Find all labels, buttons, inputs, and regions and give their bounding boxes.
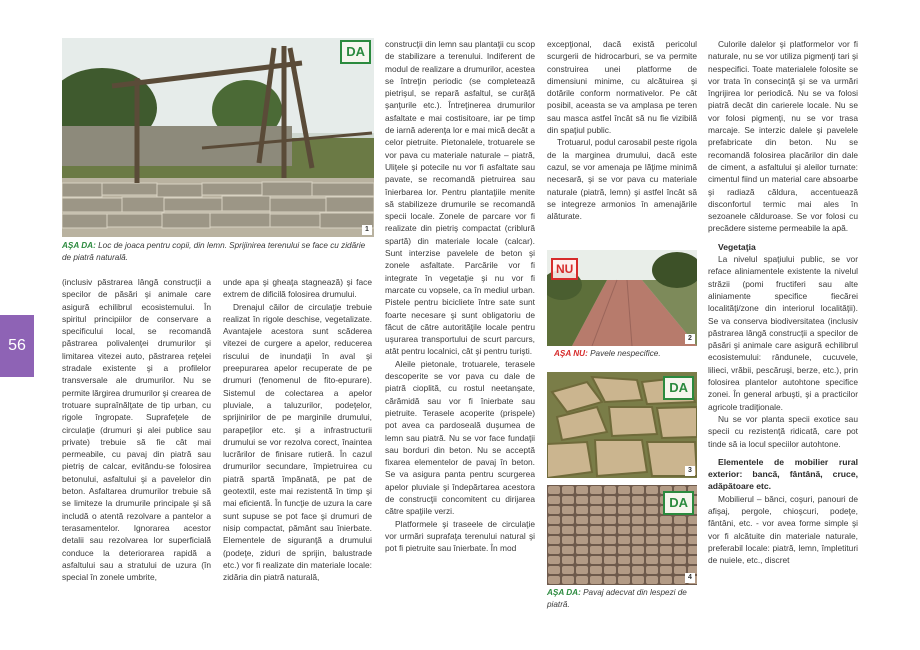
- section-heading-mobilier: Elementele de mobilier rural exterior: bancă, fântână, cruce, adăpătoare etc.: [708, 456, 858, 492]
- caption-label: AŞA DA:: [62, 241, 96, 250]
- caption-text: Loc de joaca pentru copii, din lemn. Sprijinirea terenului se face cu zidărie de piatră naturală.: [62, 241, 366, 262]
- nu-badge: NU: [551, 258, 578, 280]
- da-badge: DA: [663, 491, 694, 515]
- paragraph: unde apa şi gheaţa stagnează) şi face extrem de dificilă folosirea drumului.: [223, 277, 372, 300]
- paragraph: (inclusiv păstrarea lângă construcţii a specilor de păsări şi animale care asigură echilibrul ecosistemului. În spiritul principiilor de conservare a specificului local, se recomandă păstrarea polivalenţei drumurilor şi limitarea vitezei auto, păstrarea reţelei stradale existente şi a profilelor transversale ale drumurilor. Nu se permite lărgirea drumurilor şi crearea de trotuare supraînălţate de tip urban, cu rigole îngropate. Suprafeţele de circulaţie (drumuri şi alei publice sau private) trebuie să fie cât mai permeabile, cu pavaj din piatră sau pietriş de calcar, evitându-se folosirea betonului, asfaltului şi a pavelelor din beton. Asfaltarea drumurilor trebuie să se limiteze la drumurile principale şi să includă o atentă rezolvare a pantelor a terasamentelor. Ignorarea acestor detalii sau rezolvarea lor superficială conduce la deteriorarea rapidă a asfaltului sau a stratului de uzura (în special în zonele umbrite,: [62, 277, 211, 583]
- text-column-4: [547, 38, 697, 248]
- paragraph: Drenajul căilor de circulaţie trebuie realizat în rigole deschise, vegetalizate. Avantajele acestora sunt scăderea vitezei de curgere a apelor, reducerea riscului de inundaţii în aval şi preepurarea apelor recuperate de pe drumuri (fenomenul de fito-epurare). Sistemul de colectarea a apelor pluviale, a taluzurilor, podeţelor, sprijinirilor de pe marginile drumului, parapeţilor etc. şi a infrastructurii drumului se vor rezolva corect, înaintea lucrărilor de finisare rutieră. În cazul drumurilor secundare, împietruirea cu piatră spartă împănată, pe pat de geotextil, este mai rezistentă în timp şi mai eficientă. În funcţie de uzura la care sunt supuse se pot face şi drumuri de nisip compactat, pământ sau înierbate. Elementele de siguranţă a drumului (podeţe, ziduri de sprijin, balustrade etc.) vor fi realizate din materiale locale: zidăria din piatră naturală,: [223, 301, 372, 583]
- page-number: 56: [0, 315, 34, 377]
- text-column-1: [62, 276, 211, 596]
- photo-playground: [62, 38, 374, 237]
- paragraph: Aleile pietonale, trotuarele, terasele descoperite se vor pava cu dale de piatră cioplită, cu rostul neetanşate, cărămidă sau vor fi înierbate sau pietruite. Terasele acoperite (prispele) pot avea ca pardoseală duşumea de lemn sau piatră. Nu se vor face fundaţii sau borduri din beton. Nu se acceptă fixarea elementelor de pavaj în beton. Se va asigura panta pentru scurgerea apelor pluviale şi îndepărtarea acestora de construcţii concomitent cu dirijarea către spaţiile verzi.: [385, 358, 535, 517]
- paragraph: La nivelul spaţiului public, se vor reface aliniamentele existente la nivelul străzii (pomi fructiferi sau alte aliniamente specifice fiecărei localităţi/zone din interiorul localităţii). Se va conserva biodiversitatea (inclusiv păstrarea lângă construcţii a specilor de păsări şi animale care asigură echilibrul ecosistemului: rândunele, cucuvele, lilieci, vrăbii, pescăruşi, berze, etc.), prin folosirea plantelor autohtone specifice zonei. În general arbuşti, şi a practicilor agricole tradiţionale.: [708, 254, 858, 412]
- photo-number: 1: [362, 225, 372, 235]
- da-badge: DA: [663, 376, 694, 400]
- caption-label: AŞA NU:: [554, 349, 588, 358]
- caption-photo-2: [554, 348, 699, 360]
- text-column-2: [223, 276, 372, 616]
- caption-photo-4: [547, 587, 699, 610]
- caption-text: Pavaj adecvat din lespezi de piatră.: [547, 588, 687, 609]
- photo-pavers: [547, 250, 697, 346]
- paragraph: Platformele şi traseele de circulaţie vor urmări suprafaţa terenului natural şi pot fi pietruite sau înierbate. În mod: [385, 518, 535, 554]
- caption-text: Pavele nespecifice.: [587, 349, 661, 358]
- playground-image: [62, 38, 374, 237]
- text-column-3: [385, 38, 535, 618]
- da-badge: DA: [340, 40, 371, 64]
- text-column-5: [708, 38, 858, 618]
- photo-number: 2: [685, 334, 695, 344]
- photo-stone-slabs: [547, 372, 697, 478]
- photo-number: 3: [685, 466, 695, 476]
- paragraph: Trotuarul, podul carosabil peste rigola de la marginea drumului, dacă este cazul, se vor amenaja pe lăţime minimă necesară, şi se vor pava cu materiale naturale (piatră, lemn) şi astfel încât să se integreze armonios în amenajările alăturate.: [547, 137, 697, 222]
- photo-number: 4: [685, 573, 695, 583]
- paragraph: excepţional, dacă există pericolul scurgerii de hidrocarburi, se va permite construirea unei platforme de dimensiuni minime, cu alcătuirea şi dotările conform normativelor. Pe cât posibil, aceasta se va amplasa pe teren sau masca astfel încât să nu fie vizibilă din spaţiul public.: [547, 39, 697, 136]
- paragraph: Mobilierul – bănci, coşuri, panouri de afişaj, pergole, chioşcuri, podeţe, fântâni, etc. - vor avea forme simple şi vor fi alcătuite din materiale naturale, preferabil locale: piatră, lemn, împletituri de nuiele, etc., discret: [708, 493, 858, 566]
- paragraph: construcţii din lemn sau plantaţii cu scop de stabilizare a terenului. Indiferent de modul de realizare a drumurilor, acestea se întreţin periodic (se completează pietrişul, se repară asfaltul, se curăţă şanţurile etc.). Întreţinerea drumurilor asfaltate e mai costisitoare, iar pe timp de iarnă aderenţa lor e mai mică decât a celor pietruite. Pietonalele, trotuarele se vor pava cu materiale naturale – piatră, Uliţele şi potecile nu vor fi asfaltate sau pavate, se recomandă pietruirea sau înierbarea lor. Pentru plantaţiile menite să stabilizeze drumurile se recomandă specii locale. Zonele de parcare vor fi realizate din pietriş compactat (criblură spartă) din materiale locale (calcar). Sunt interzise pavelele de beton şi zonele asfaltate. Parcările vor fi integrate în vegetaţie şi nu vor fi marcate cu vopsele, ca în mediul urban. Pistele pentru bicicliete între sate sunt foarte necesare şi sunt obligatoriu de făcut de către autorităţile locale pentru uşurarea transportului de scurt parcurs, atât pentru localnici, cât şi pentru turişti.: [385, 39, 535, 357]
- photo-cobble-pavement: [547, 485, 697, 585]
- paragraph: Culorile dalelor şi platformelor vor fi naturale, nu se vor utiliza pigmenţi tari şi nespecifici. Toate materialele folosite se vor trata în consecinţă şi se va urmări îngrijirea lor periodică. Nu se va folosi piatră decât din carierele locale. Nu se vor folosi pigmenţi, nu se vor trasa marcaje. Se interzic dalele şi pavelele prefabricate din beton. Nu se recomandă folosirea placărilor din dale de ciment, a asfaltului şi aleilor turnate: cimentul fiind un material care absoarbe şi radiază căldura, accentuează disconfortul termic mai ales în sezoanele călduroase. Se vor folosi cu precădere sisteme permeabile la apă.: [708, 39, 858, 234]
- caption-photo-1: [62, 240, 374, 263]
- paragraph: Nu se vor planta specii exotice sau specii cu rezistenţă ridicată, care pot tinde să ia locul speciilor autohtone.: [708, 413, 858, 449]
- section-heading-vegetatia: Vegetaţia: [718, 241, 756, 252]
- caption-label: AŞA DA:: [547, 588, 581, 597]
